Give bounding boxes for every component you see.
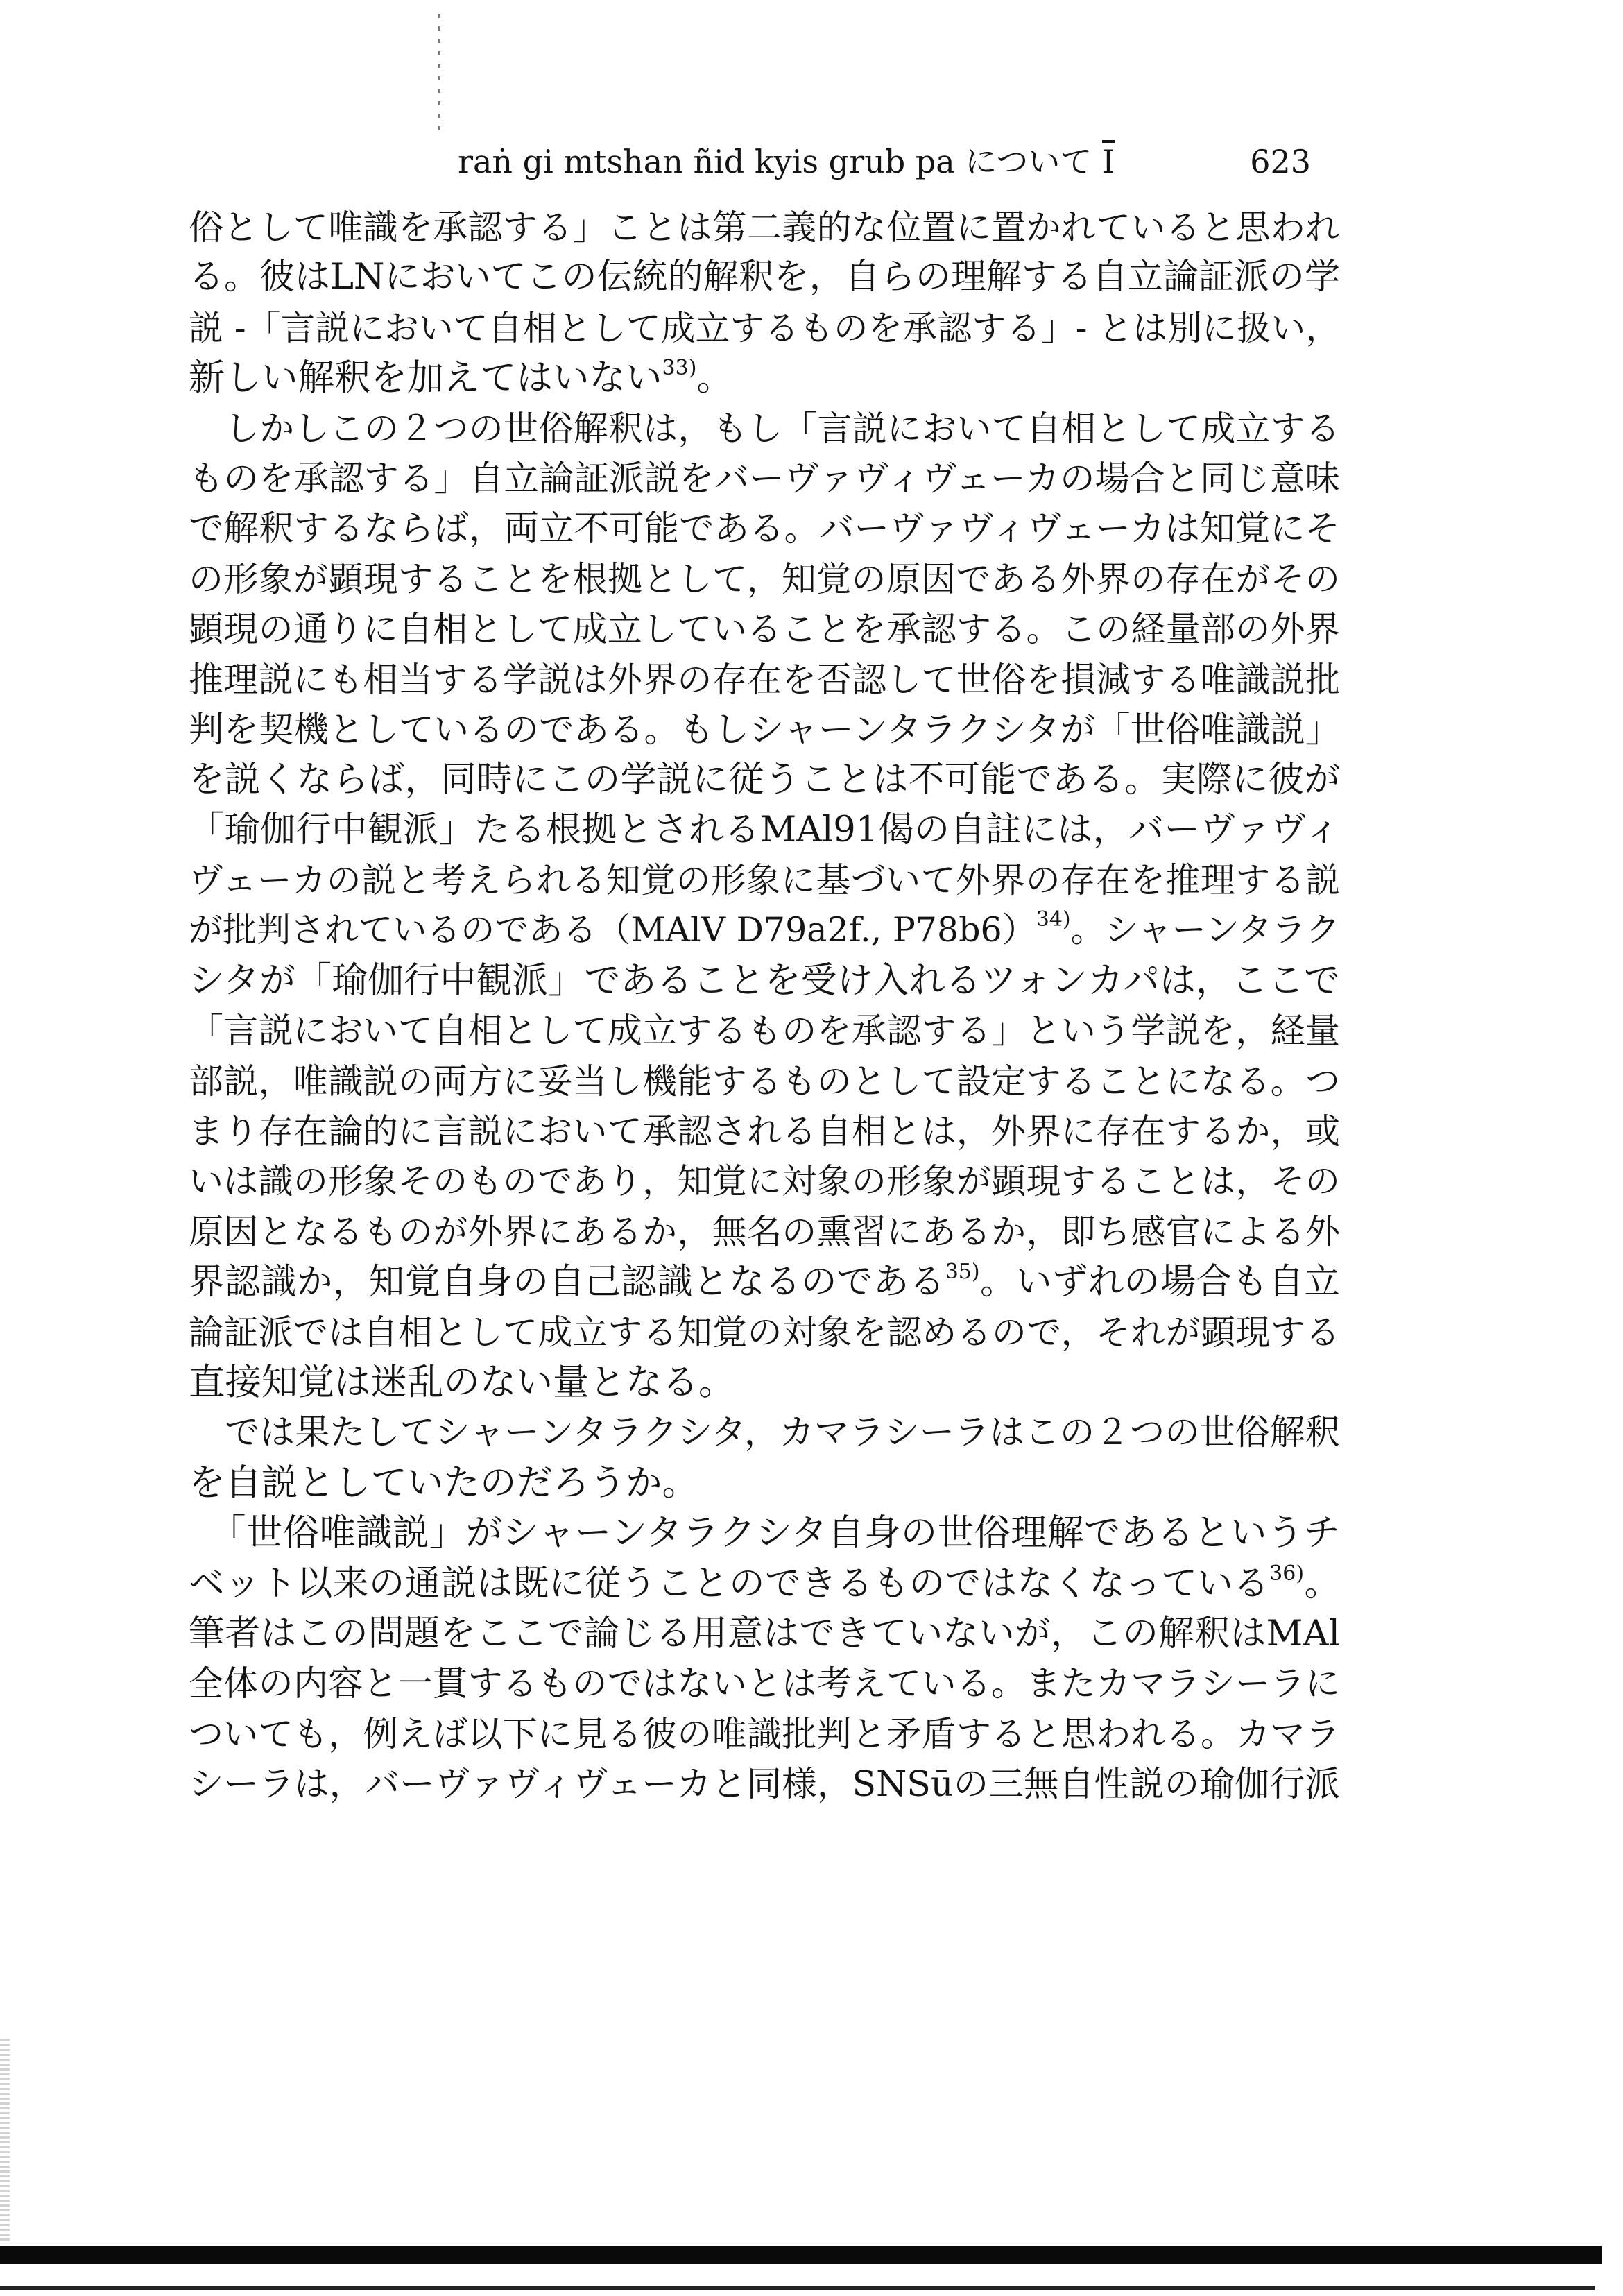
scan-edge-artifact [0, 2039, 10, 2241]
line-text: 直接知覚は迷乱のない量となる。 [189, 1360, 735, 1403]
line-text: 「世俗唯識説」がシャーンタラクシタ自身の世俗理解であるというチ [209, 1511, 1340, 1554]
footnote-ref: 33) [662, 356, 697, 381]
text-line [189, 303, 1340, 353]
text-line [189, 1659, 1340, 1708]
line-text: ついても，例えば以下に見る彼の唯識批判と矛盾すると思われる。カマラ [189, 1713, 1340, 1754]
text-line [189, 1308, 1340, 1357]
text-line [189, 1609, 1340, 1659]
line-text: の形象が顕現することを根拠として，知覚の原因である外界の存在がその [189, 558, 1340, 599]
text-line [189, 1458, 1340, 1508]
footnote-ref: 34) [1036, 907, 1071, 932]
text-line [189, 1207, 1340, 1257]
text-line [189, 1056, 1340, 1106]
line-text: 俗として唯識を承認する」ことは第二義的な位置に置かれていると思われ [189, 207, 1340, 248]
text-line [189, 1508, 1340, 1558]
text-line [189, 554, 1340, 604]
scan-fold-mark [438, 14, 440, 132]
text-line [189, 1006, 1340, 1056]
line-text: が批判されているのである（MAlV D79a2f., P78b6） [189, 910, 1036, 950]
line-text: シタが「瑜伽行中観派」であることを受け入れるツォンカパは，ここで [189, 959, 1340, 1002]
text-line [189, 705, 1340, 755]
line-text: 部説，唯識説の両方に妥当し機能するものとして設定することになる。つ [189, 1061, 1340, 1102]
running-title-text: raṅ gi mtshan ñid kyis grub pa について [458, 143, 1092, 180]
text-line [189, 1106, 1340, 1156]
text-line [189, 1357, 1340, 1407]
line-text-tail: 。シャーンタラク [1070, 910, 1340, 950]
text-line [189, 755, 1340, 805]
text-line [189, 504, 1340, 554]
page-bottom-line [0, 2286, 1595, 2290]
running-title [458, 137, 1115, 186]
line-text: では果たしてシャーンタラクシタ，カマラシーラはこの２つの世俗解釈 [225, 1412, 1340, 1453]
line-text: 推理説にも相当する学説は外界の存在を否認して世俗を損減する唯識説批 [189, 659, 1340, 700]
line-text: 論証派では自相として成立する知覚の対象を認めるので，それが顕現する [189, 1312, 1340, 1353]
text-line [189, 404, 1340, 454]
line-text-tail: 。 [1304, 1562, 1340, 1604]
line-text: まり存在論的に言説において承認される自相とは，外界に存在するか，或 [189, 1111, 1340, 1152]
text-line [189, 1407, 1340, 1457]
line-text: 原因となるものが外界にあるか，無名の熏習にあるか，即ち感官による外 [189, 1211, 1340, 1252]
line-text: いは識の形象そのものであり，知覚に対象の形象が顕現することは，その [189, 1161, 1340, 1202]
page-number: 623 [1250, 143, 1311, 180]
text-line [189, 604, 1340, 654]
line-text: 顕現の通りに自相として成立していることを承認する。この経量部の外界 [189, 609, 1340, 650]
line-text-tail: 。 [696, 357, 733, 400]
text-line [189, 905, 1340, 955]
text-line [189, 1559, 1340, 1609]
line-text: 新しい解釈を加えてはいない [189, 357, 662, 400]
body-text [189, 203, 1340, 1810]
line-text: 判を契機としているのである。もしシャーンタラクシタが「世俗唯識説」 [189, 708, 1340, 750]
text-line [189, 1257, 1340, 1307]
text-line [189, 855, 1340, 905]
line-text: 全体の内容と一貫するものではないとは考えている。またカマラシーラに [189, 1663, 1340, 1704]
running-header [458, 137, 1311, 186]
footnote-ref: 35) [945, 1260, 980, 1285]
text-line [189, 956, 1340, 1006]
line-text-tail: 。いずれの場合も自立 [979, 1261, 1340, 1303]
line-text: 界認識か，知覚自身の自己認識となるのである [189, 1261, 945, 1303]
page-bottom-bar [0, 2246, 1602, 2264]
line-text: る。彼はLNにおいてこの伝統的解釈を，自らの理解する自立論証派の学 [189, 257, 1340, 298]
part-numeral: $\overline{I}$ [1102, 143, 1115, 180]
line-text: しかしこの２つの世俗解釈は，もし「言説において自相として成立する [225, 408, 1340, 449]
line-text: 説 -「言説において自相として成立するものを承認する」- とは別に扱い， [189, 307, 1340, 348]
text-line [189, 1709, 1340, 1759]
line-text: 「瑜伽行中観派」たる根拠とされるMAl91偈の自註には，バーヴァヴィ [189, 809, 1340, 850]
footnote-ref: 36) [1269, 1561, 1305, 1586]
line-text: を自説としていたのだろうか。 [189, 1461, 699, 1504]
line-text: ベット以来の通説は既に従うことのできるものではなくなっている [189, 1562, 1270, 1604]
line-text: を説くならば，同時にこの学説に従うことは不可能である。実際に彼が [189, 759, 1340, 801]
text-line [189, 1156, 1340, 1206]
line-text: 筆者はこの問題をここで論じる用意はできていないが，この解釈はMAl [189, 1612, 1340, 1654]
line-text: 「言説において自相として成立するものを承認する」という学説を，経量 [189, 1011, 1340, 1052]
text-line [189, 203, 1340, 252]
line-text: ものを承認する」自立論証派説をバーヴァヴィヴェーカの場合と同じ意味 [189, 457, 1340, 499]
text-line [189, 353, 1340, 403]
text-line [189, 454, 1340, 504]
line-text: シーラは，バーヴァヴィヴェーカと同様，SNSūの三無自性説の瑜伽行派 [189, 1763, 1340, 1805]
text-line [189, 1759, 1340, 1809]
text-line [189, 805, 1340, 855]
text-line [189, 252, 1340, 302]
line-text: で解釈するならば，両立不可能である。バーヴァヴィヴェーカは知覚にそ [189, 508, 1340, 549]
text-line [189, 655, 1340, 705]
line-text: ヴェーカの説と考えられる知覚の形象に基づいて外界の存在を推理する説 [189, 860, 1340, 901]
